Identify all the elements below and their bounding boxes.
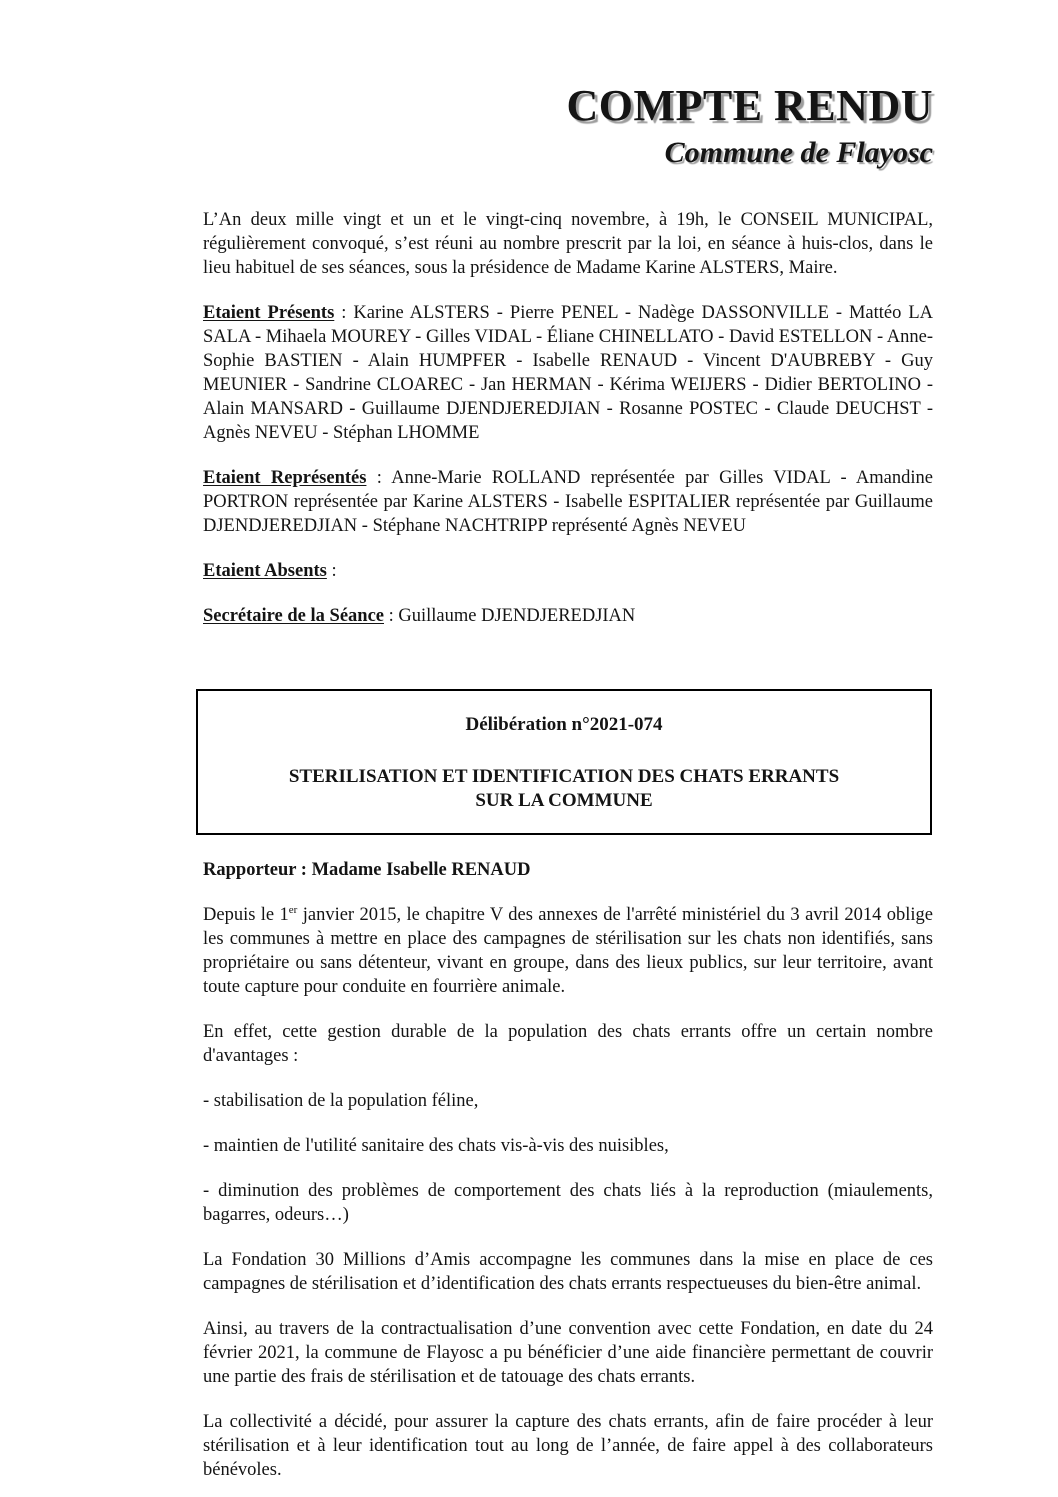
absents-paragraph (203, 559, 933, 583)
page-title: COMPTE RENDU (566, 81, 933, 130)
deliberation-number: Délibération n°2021-074 (465, 714, 663, 735)
presents-label: Etaient Présents (203, 303, 335, 323)
absents-label: Etaient Absents (203, 561, 327, 581)
represented-label: Etaient Représentés (203, 468, 367, 488)
absents-separator: : (326, 561, 337, 581)
document-content (203, 0, 933, 1482)
paragraph-depuis-pre: Depuis le 1 (203, 905, 289, 925)
secretary-label: Secrétaire de la Séance (203, 606, 384, 626)
represented-separator: : (366, 468, 392, 488)
deliberation-title-line1: STERILISATION ET IDENTIFICATION DES CHATS ERRANTS (288, 766, 840, 787)
presents-paragraph (203, 301, 933, 445)
paragraph-ainsi: Ainsi, au travers de la contractualisation d’une convention avec cette Fondation, en date du 24 février 2021, la commune de Flayosc a pu bénéficier d’une aide financière permettant de couvrir une partie des frais de stérilisation et de tatouage des chats errants. (203, 1319, 933, 1387)
secretary-text: Guillaume DJENDJEREDJIAN (398, 606, 636, 626)
presents-text: Karine ALSTERS - Pierre PENEL - Nadège DASSONVILLE - Mattéo LA SALA - Mihaela MOUREY - Gilles VIDAL - Éliane CHINELLATO - David ESTELLON - Anne-Sophie BASTIEN - Alain HUMPFER - Isabelle RENAUD - Vincent D'AUBREBY - Guy MEUNIER - Sandrine CLOAREC - Jan HERMAN - Kérima WEIJERS - Didier BERTOLINO - Alain MANSARD - Guillaume DJENDJEREDJIAN - Rosanne POSTEC - Claude DEUCHST - Agnès NEVEU - Stéphan LHOMME (203, 303, 933, 443)
bullet-stabilisation: - stabilisation de la population féline, (203, 1091, 479, 1111)
page-subtitle: Commune de Flayosc (664, 136, 933, 169)
bullet-maintien: - maintien de l'utilité sanitaire des chats vis-à-vis des nuisibles, (203, 1136, 669, 1156)
deliberation-title-line2: SUR LA COMMUNE (475, 790, 653, 811)
intro-paragraph: L’An deux mille vingt et un et le vingt-cinq novembre, à 19h, le CONSEIL MUNICIPAL, régulièrement convoqué, s’est réuni au nombre prescrit par la loi, en séance à huis-clos, dans le lieu habituel de ses séances, sous la présidence de Madame Karine ALSTERS, Maire. (203, 210, 933, 278)
paragraph-collectivite: La collectivité a décidé, pour assurer la capture des chats errants, afin de faire procéder à leur stérilisation et à leur identification tout au long de l’année, de faire appel à des collaborateurs bénévoles. (203, 1412, 933, 1480)
deliberation-box (196, 689, 932, 835)
secretary-separator: : (384, 606, 399, 626)
represented-paragraph (203, 466, 933, 538)
paragraph-depuis-post: janvier 2015, le chapitre V des annexes de l'arrêté ministériel du 3 avril 2014 oblige les communes à mettre en place des campagnes de stérilisation sur les chats non identifiés, sans propriétaire ou sans détenteur, vivant en groupe, dans des lieux publics, sur leur territoire, avant toute capture pour conduite en fourrière animale. (203, 905, 933, 997)
rapporteur-line: Rapporteur : Madame Isabelle RENAUD (203, 860, 531, 880)
secretary-paragraph (203, 604, 933, 628)
represented-text: Anne-Marie ROLLAND représentée par Gilles VIDAL - Amandine PORTRON représentée par Karine ALSTERS - Isabelle ESPITALIER représentée par Guillaume DJENDJEREDJIAN - Stéphane NACHTRIPP représenté Agnès NEVEU (203, 468, 933, 536)
paragraph-en-effet: En effet, cette gestion durable de la population des chats errants offre un certain nombre d'avantages : (203, 1022, 933, 1066)
ordinal-superscript: er (288, 903, 298, 916)
paragraph-fondation: La Fondation 30 Millions d’Amis accompagne les communes dans la mise en place de ces campagnes de stérilisation et d’identification des chats errants respectueuses du bien-être animal. (203, 1250, 933, 1294)
paragraph-depuis (203, 903, 933, 999)
presents-separator: : (334, 303, 354, 323)
bullet-diminution: - diminution des problèmes de comportement des chats liés à la reproduction (miaulements, bagarres, odeurs…) (203, 1181, 933, 1225)
